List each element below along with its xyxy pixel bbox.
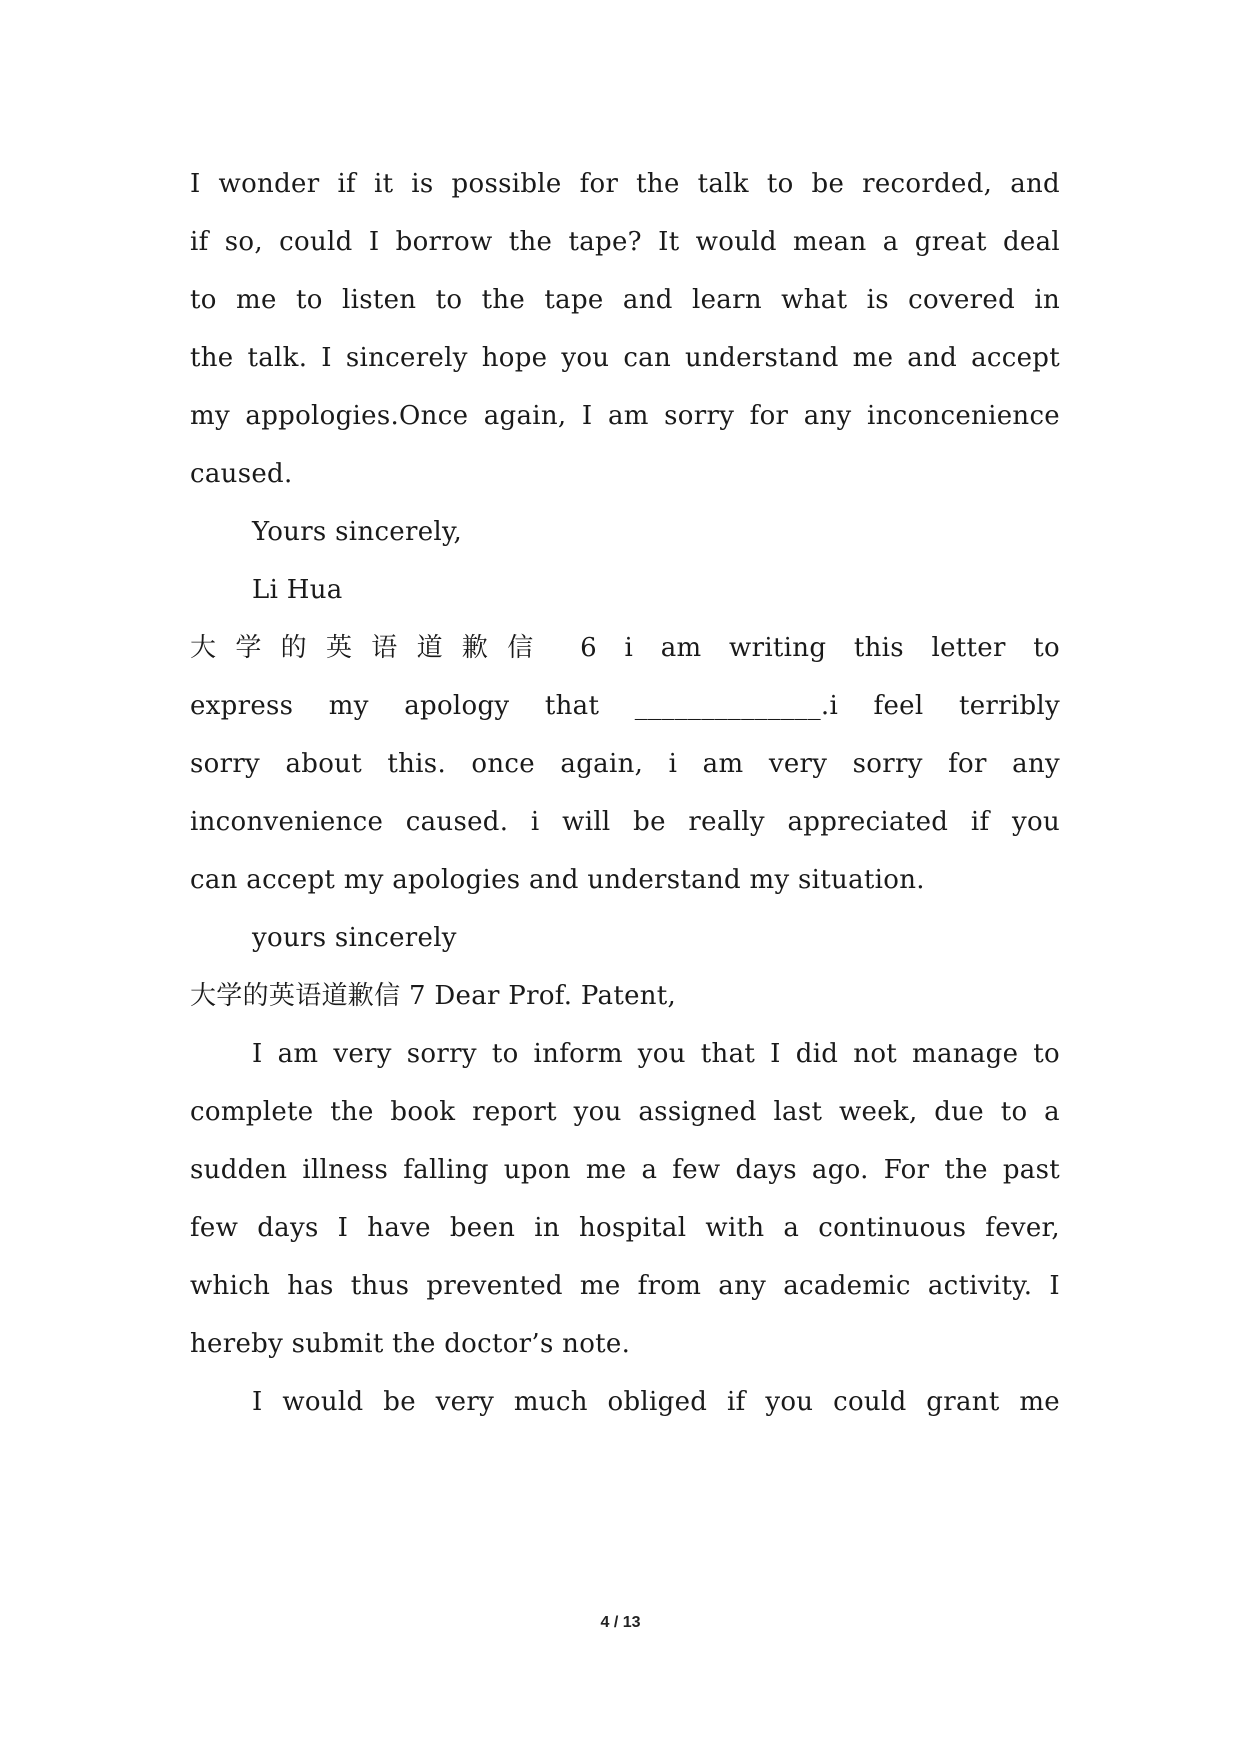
closing-salutation: yours sincerely [252, 923, 457, 953]
text-line: to me to listen to the tape and learn what is covered in [190, 285, 1060, 315]
text-line: the talk. I sincerely hope you can understand me and accept [190, 343, 1060, 373]
text-line: which has thus prevented me from any academic activity. I [190, 1271, 1060, 1301]
text-line: hereby submit the doctor’s note. [190, 1329, 631, 1359]
text-line: my appologies.Once again, I am sorry for any inconcenience [190, 401, 1060, 431]
section-heading-6: 大学的英语道歉信 6 i am writing this letter to [190, 633, 1060, 663]
text-line: sudden illness falling upon me a few days ago. For the past [190, 1155, 1060, 1185]
text-line: complete the book report you assigned last week, due to a [190, 1097, 1060, 1127]
text-line: inconvenience caused. i will be really appreciated if you [190, 807, 1060, 837]
text-line: if so, could I borrow the tape? It would mean a great deal [190, 227, 1060, 257]
text-line: express my apology that ______________.i feel terribly [190, 691, 1060, 721]
signature-name: Li Hua [252, 575, 343, 605]
text-line: I wonder if it is possible for the talk to be recorded, and [190, 169, 1060, 199]
section-heading-7: 大学的英语道歉信 7 Dear Prof. Patent, [190, 981, 677, 1011]
text-line: sorry about this. once again, i am very sorry for any [190, 749, 1060, 779]
page-number: 4 / 13 [600, 1614, 641, 1631]
text-line: can accept my apologies and understand my situation. [190, 865, 925, 895]
text-line: I am very sorry to inform you that I did not manage to [252, 1039, 1060, 1069]
closing-salutation: Yours sincerely, [252, 517, 463, 547]
text-line: caused. [190, 459, 293, 489]
text-line: few days I have been in hospital with a continuous fever, [190, 1213, 1060, 1243]
text-line: I would be very much obliged if you could grant me [252, 1387, 1060, 1417]
